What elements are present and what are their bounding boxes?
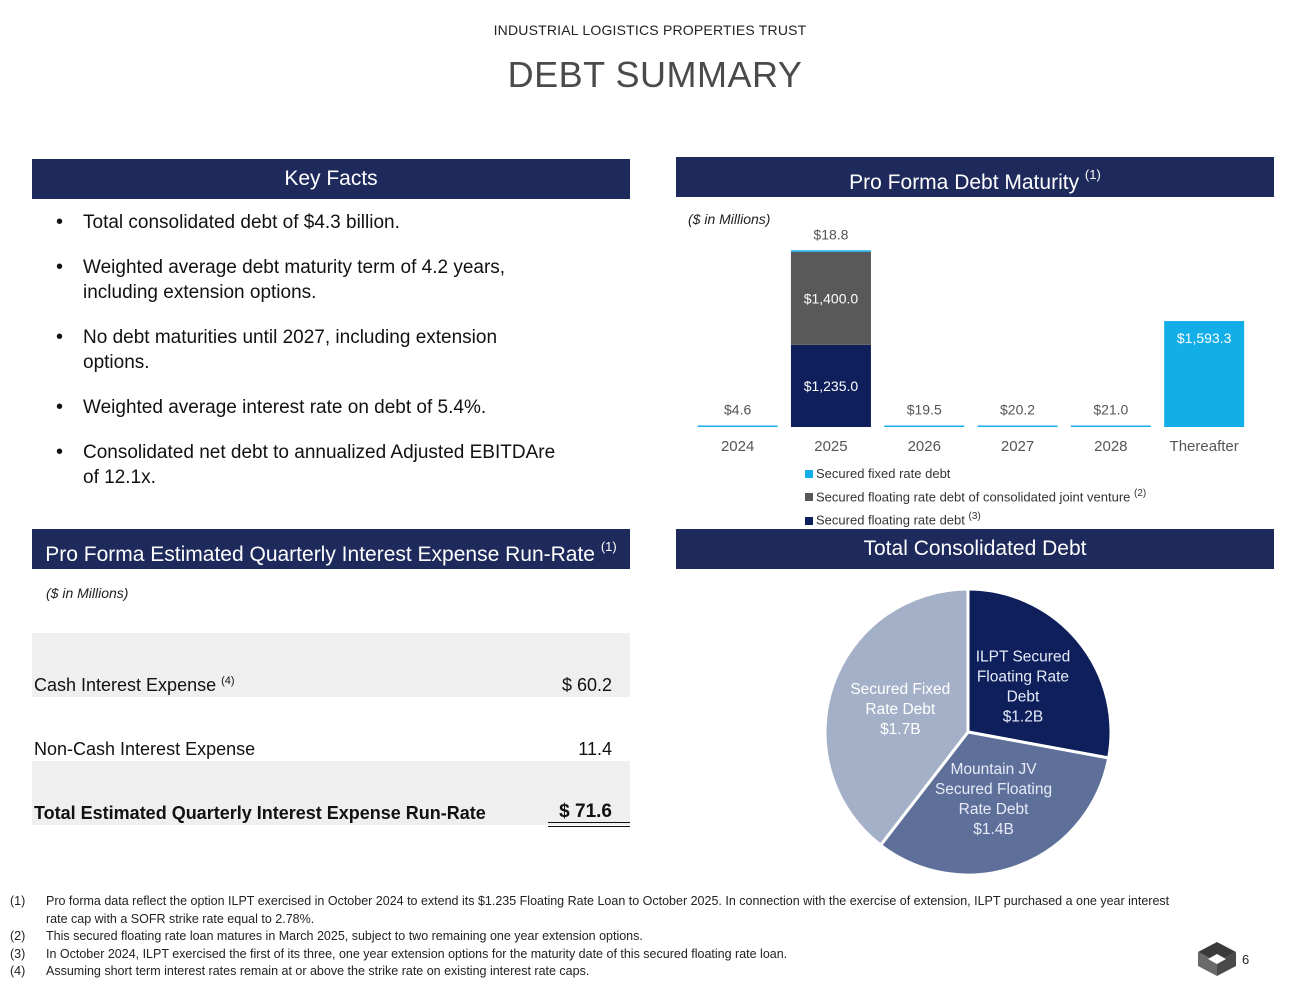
footnote-number: (4) — [10, 964, 26, 978]
interest-expense-heading: Pro Forma Estimated Quarterly Interest Expense Run-Rate — [45, 543, 595, 566]
bar-data-label: $1,593.3 — [1176, 330, 1232, 347]
maturity-units-label: ($ in Millions) — [688, 211, 771, 227]
row-label — [34, 675, 235, 696]
footnote-2 — [10, 928, 1190, 946]
company-name: INDUSTRIAL LOGISTICS PROPERTIES TRUST — [493, 22, 807, 38]
legend-label: Secured floating rate debt of consolidated joint venture — [816, 489, 1131, 505]
footnote-4 — [10, 963, 1190, 981]
x-tick-label: Thereafter — [1169, 438, 1239, 455]
table-row-noncash-interest — [32, 697, 630, 761]
total-debt-header — [676, 529, 1274, 569]
debt-maturity-footnote-ref: (1) — [1084, 167, 1101, 182]
interest-expense-footnote-ref: (1) — [600, 539, 617, 554]
footnote-text: Pro forma data reflect the option ILPT exercised in October 2024 to extend its $1.235 Floating Rate Loan to October 2025. In connection with the exercise of extension, ILPT purchased a one year interest rate cap with a SOFR strike rate equal to 2.78%. — [46, 894, 1170, 926]
bar-segment — [791, 250, 871, 252]
row-label-text: Cash Interest Expense — [34, 675, 217, 695]
legend-footnote-ref: (2) — [1134, 488, 1147, 499]
debt-maturity-header — [676, 157, 1274, 197]
footnotes — [10, 893, 1190, 981]
legend-label: Secured floating rate debt — [816, 512, 965, 528]
x-tick-label: 2025 — [814, 438, 848, 455]
key-facts-list — [56, 210, 556, 510]
table-row-total-interest — [32, 761, 630, 825]
key-fact-item: • Consolidated net debt to annualized Adjusted EBITDAre of 12.1x. — [56, 440, 556, 490]
bar-data-label: $18.8 — [813, 226, 849, 243]
bar-data-label: $1,235.0 — [803, 377, 859, 394]
bar-data-label: $1,400.0 — [803, 290, 859, 307]
row-footnote-ref: (4) — [221, 675, 235, 687]
row-label: Non-Cash Interest Expense — [34, 739, 256, 759]
x-tick-label: 2024 — [720, 438, 755, 455]
row-value: $ 60.2 — [561, 675, 612, 695]
total-debt-pie-chart — [820, 584, 1120, 884]
debt-maturity-chart — [676, 222, 1274, 458]
interest-units-label: ($ in Millions) — [46, 585, 129, 601]
bar-segment — [1071, 426, 1151, 428]
row-label: Total Estimated Quarterly Interest Expense Run-Rate — [34, 803, 486, 823]
row-value: 11.4 — [578, 739, 612, 759]
footnote-number: (2) — [10, 929, 26, 943]
legend-entry-secured-fixed — [805, 464, 1146, 484]
row-value: $ 71.6 — [559, 801, 612, 822]
bar-segment — [978, 426, 1058, 428]
legend-swatch — [805, 493, 813, 501]
x-tick-label: 2027 — [1000, 438, 1035, 455]
key-fact-item: • Total consolidated debt of $4.3 billion. — [56, 210, 556, 235]
bar-data-label: $4.6 — [724, 401, 752, 418]
total-debt-heading: Total Consolidated Debt — [863, 537, 1087, 560]
company-logo-icon — [1196, 940, 1238, 978]
key-fact-item: • Weighted average debt maturity term of 4.2 years, including extension options. — [56, 255, 556, 305]
key-facts-header — [32, 159, 630, 199]
pie-slice-label: Secured Fixed Rate Debt $1.7B — [850, 680, 951, 738]
legend-label: Secured fixed rate debt — [816, 466, 951, 481]
footnote-3 — [10, 946, 1190, 964]
debt-maturity-heading: Pro Forma Debt Maturity — [849, 171, 1080, 194]
legend-swatch — [805, 470, 813, 478]
page-title: DEBT SUMMARY — [507, 54, 803, 95]
interest-expense-header — [32, 529, 630, 569]
total-double-rule — [548, 822, 630, 827]
key-facts-heading: Key Facts — [284, 167, 378, 190]
bar-data-label: $20.2 — [1000, 401, 1036, 418]
legend-entry-jv-floating — [805, 484, 1146, 507]
debt-maturity-legend — [805, 464, 1146, 531]
footnote-text: In October 2024, ILPT exercised the first of its three, one year extension options for the maturity date of this secured floating rate loan. — [46, 946, 788, 961]
legend-footnote-ref: (3) — [968, 511, 981, 523]
legend-swatch — [805, 517, 813, 525]
footnote-1 — [10, 893, 1190, 928]
bar-segment — [884, 426, 964, 428]
x-tick-label: 2028 — [1094, 438, 1128, 455]
x-tick-label: 2026 — [907, 438, 941, 455]
bar-data-label: $21.0 — [1093, 401, 1129, 418]
footnote-text: This secured floating rate loan matures in March 2025, subject to two remaining one year extension options. — [46, 929, 643, 943]
key-fact-item: • No debt maturities until 2027, including extension options. — [56, 325, 556, 375]
footnote-text: Assuming short term interest rates remain at or above the strike rate on existing interest rate caps. — [46, 964, 590, 978]
table-row-cash-interest — [32, 633, 630, 697]
pie-slice-label: Mountain JV Secured Floating Rate Debt $1.4B — [934, 760, 1053, 838]
bar-segment — [698, 426, 778, 428]
pie-slice-label: ILPT Secured Floating Rate Debt $1.2B — [975, 648, 1071, 726]
page-number: 6 — [1242, 952, 1250, 967]
bar-data-label: $19.5 — [906, 401, 942, 418]
footnote-number: (1) — [10, 894, 26, 908]
legend-entry-secured-floating — [805, 507, 1146, 530]
footnote-number: (3) — [10, 946, 26, 961]
key-fact-item: • Weighted average interest rate on debt of 5.4%. — [56, 395, 556, 420]
